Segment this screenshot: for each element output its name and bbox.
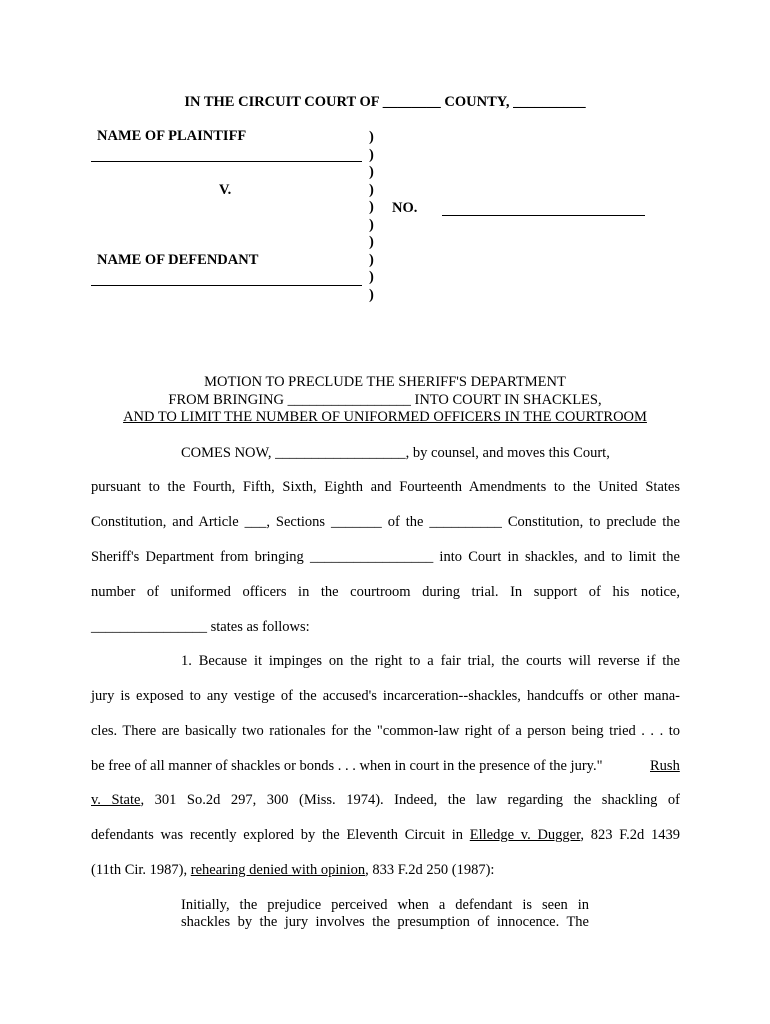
para1-text: , 833 F.2d 250 (1987): (365, 862, 495, 878)
intro-line: pursuant to the Fourth, Fifth, Sixth, Eighth and Fourteenth Amendments to the United States (91, 479, 680, 495)
para1-line (91, 862, 494, 879)
caption-paren: ) (369, 217, 374, 233)
plaintiff-name-line (91, 161, 362, 162)
case-number-label: NO. (392, 200, 418, 216)
para1-text: (11th Cir. 1987), (91, 862, 191, 878)
caption-paren: ) (369, 269, 374, 285)
defendant-label: NAME OF DEFENDANT (97, 252, 259, 268)
intro-line: Constitution, and Article ___, Sections _______ of the __________ Constitution, to preclude the (91, 514, 680, 530)
versus-label: V. (219, 182, 232, 198)
caption-paren: ) (369, 129, 374, 145)
caption-paren: ) (369, 287, 374, 303)
motion-title-line1: MOTION TO PRECLUDE THE SHERIFF'S DEPARTMENT (204, 374, 566, 390)
para1-line: 1. Because it impinges on the right to a fair trial, the courts will reverse if the (181, 653, 680, 669)
case-citation-rush: Rush (650, 758, 680, 774)
para1-line: jury is exposed to any vestige of the accused's incarceration--shackles, handcuffs or other mana- (91, 688, 680, 704)
para1-text: be free of all manner of shackles or bonds . . . when in court in the presence of the jury." (91, 758, 603, 774)
caption-paren: ) (369, 164, 374, 180)
intro-line: COMES NOW, __________________, by counsel, and moves this Court, (181, 445, 610, 461)
caption-paren: ) (369, 199, 374, 215)
para1-line: cles. There are basically two rationales for the "common-law right of a person being tried . . . to (91, 723, 680, 739)
case-citation-elledge: Elledge v. Dugger (469, 827, 581, 843)
para1-text: , 301 So.2d 297, 300 (Miss. 1974). Indeed, the law regarding the shackling of (140, 792, 680, 808)
motion-title-line3: AND TO LIMIT THE NUMBER OF UNIFORMED OFFICERS IN THE COURTROOM (123, 409, 647, 425)
para1-line (91, 792, 680, 809)
case-number-line (442, 215, 645, 216)
para1-text: defendants was recently explored by the Eleventh Circuit in (91, 827, 470, 843)
para1-text: , 823 F.2d 1439 (580, 827, 680, 843)
plaintiff-label: NAME OF PLAINTIFF (97, 128, 247, 144)
block-quote-line: Initially, the prejudice perceived when a defendant is seen in (181, 897, 589, 913)
caption-paren: ) (369, 182, 374, 198)
para1-line (91, 758, 603, 775)
case-citation-rehearing: rehearing denied with opinion (190, 862, 366, 878)
intro-line: ________________ states as follows: (91, 619, 310, 635)
case-citation-state: v. State (91, 792, 141, 808)
block-quote-line: shackles by the jury involves the presumption of innocence. The (181, 914, 589, 930)
caption-paren: ) (369, 234, 374, 250)
court-heading: IN THE CIRCUIT COURT OF ________ COUNTY, __________ (184, 94, 586, 110)
defendant-name-line (91, 285, 362, 286)
para1-line (91, 827, 680, 844)
caption-paren: ) (369, 147, 374, 163)
intro-line: Sheriff's Department from bringing _________________ into Court in shackles, and to limit the (91, 549, 680, 565)
caption-paren: ) (369, 252, 374, 268)
intro-line: number of uniformed officers in the courtroom during trial. In support of his notice, (91, 584, 680, 600)
motion-title-line2: FROM BRINGING _________________ INTO COURT IN SHACKLES, (168, 392, 602, 408)
